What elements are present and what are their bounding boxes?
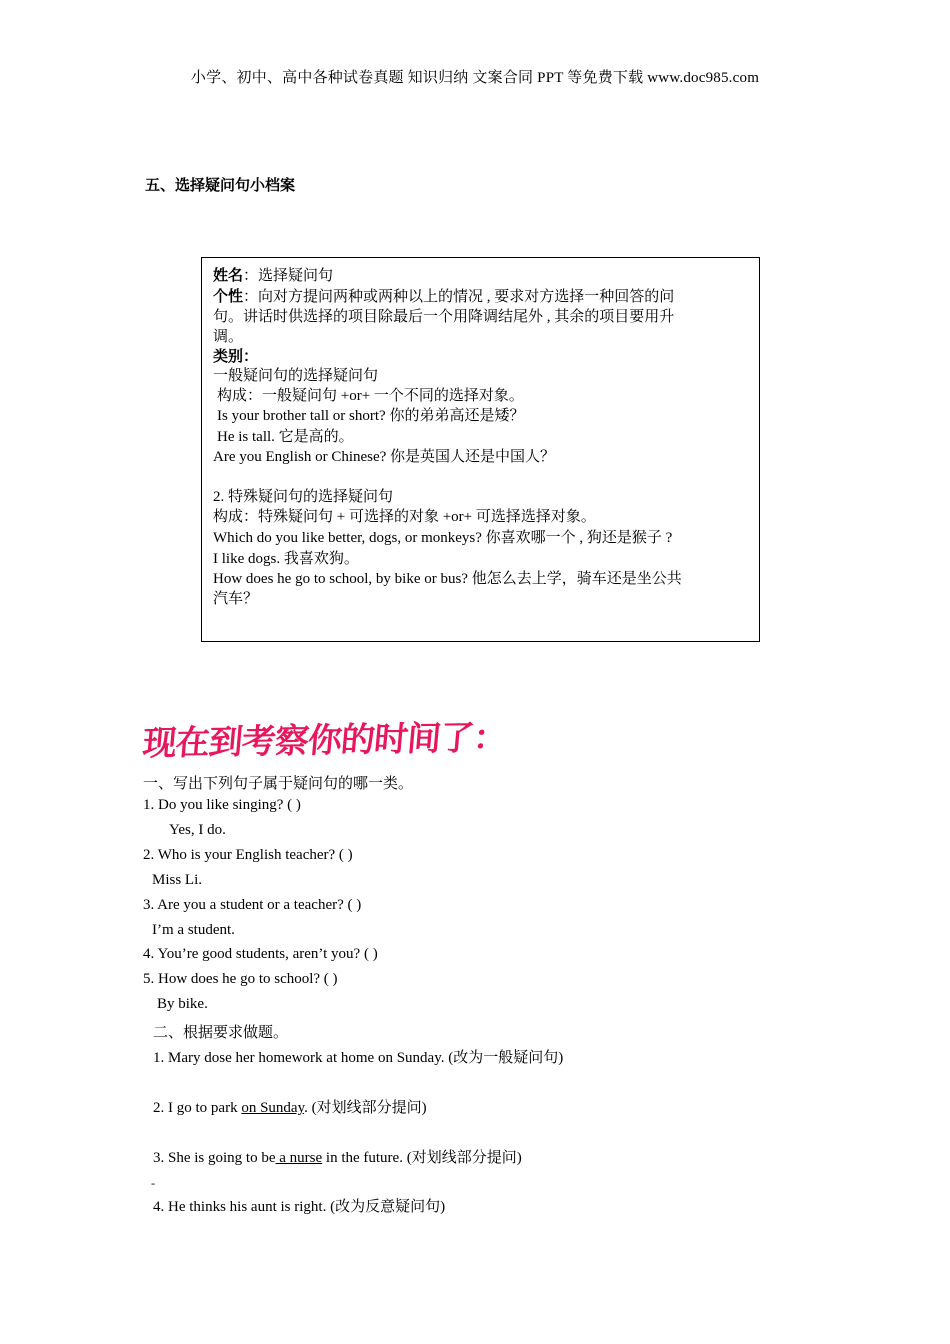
q2-prefix: 2. I go to park: [153, 1100, 242, 1116]
category-1-example-1: Is your brother tall or short? 你的弟弟高还是矮？: [217, 408, 525, 424]
section-title: 五、选择疑问句小档案: [145, 178, 296, 194]
q2-underlined: on Sunday: [241, 1100, 305, 1116]
exercise-2-title: 二、根据要求做题。: [153, 1025, 289, 1041]
category-1-example-3: Are you English or Chinese? 你是英国人还是中国人？: [213, 449, 556, 465]
profile-personality-line: [213, 285, 674, 306]
profile-box: [201, 257, 760, 642]
q2-suffix: . (对划线部分提问): [304, 1100, 427, 1116]
category-1-example-2: He is tall. 它是高的。: [217, 429, 354, 445]
personality-text-1: ：向对方提问两种或两种以上的情况 , 要求对方选择一种回答的问: [243, 289, 675, 305]
exercise-1-question-5: 5. How does he go to school? ( ): [143, 971, 338, 987]
category-2-example-3-line-1: How does he go to school, by bike or bus? 他怎么去上学，骑车还是坐公共: [213, 571, 682, 587]
category-1-structure: 构成：一般疑问句 +or+ 一个不同的选择对象。: [217, 388, 524, 404]
exercise-1-answer-3: I’m a student.: [152, 922, 235, 938]
exercise-2-question-1: 1. Mary dose her homework at home on Sunday. (改为一般疑问句): [153, 1050, 564, 1066]
exercise-1-question-2: 2. Who is your English teacher? ( ): [143, 847, 353, 863]
quiz-banner: 现在到考察你的时间了：: [140, 717, 509, 764]
stray-dash: -: [151, 1176, 155, 1190]
q3-underlined: a nurse: [275, 1150, 323, 1166]
personality-label: 个性: [213, 289, 244, 305]
exercise-2-question-4: 4. He thinks his aunt is right. (改为反意疑问句): [153, 1199, 446, 1215]
category-2-example-3-line-2: 汽车？: [213, 591, 259, 607]
category-2-structure: 构成：特殊疑问句 + 可选择的对象 +or+ 可选择选择对象。: [213, 509, 596, 525]
name-label: 姓名: [213, 268, 244, 284]
category-1-title: 一般疑问句的选择疑问句: [213, 368, 379, 384]
q3-prefix: 3. She is going to be: [153, 1150, 276, 1166]
exercise-2-question-2: [153, 1096, 427, 1117]
exercise-1-answer-5: By bike.: [157, 996, 208, 1012]
personality-text-3: 调。: [213, 329, 244, 345]
exercise-1-title: 一、写出下列句子属于疑问句的哪一类。: [143, 776, 414, 792]
category-2-example-1: Which do you like better, dogs, or monkeys? 你喜欢哪一个 , 狗还是猴子 ?: [213, 530, 673, 546]
exercise-1-question-4: 4. You’re good students, aren’t you? ( ): [143, 946, 378, 962]
name-value: ：选择疑问句: [243, 268, 334, 284]
category-label: 类别：: [213, 349, 259, 365]
exercise-1-answer-2: Miss Li.: [152, 872, 203, 888]
category-2-example-2: I like dogs. 我喜欢狗。: [213, 551, 359, 567]
exercise-1-question-1: 1. Do you like singing? ( ): [143, 797, 301, 813]
page-header: 小学、初中、高中各种试卷真题 知识归纳 文案合同 PPT 等免费下载 www.doc985.com: [190, 70, 760, 86]
profile-name-line: [213, 264, 333, 285]
exercise-1-question-3: 3. Are you a student or a teacher? ( ): [143, 897, 362, 913]
category-2-title: 2. 特殊疑问句的选择疑问句: [213, 489, 394, 505]
exercise-1-answer-1: Yes, I do.: [169, 822, 226, 838]
personality-text-2: 句。讲话时供选择的项目除最后一个用降调结尾外 , 其余的项目要用升: [213, 309, 675, 325]
exercise-2-question-3: [153, 1146, 522, 1167]
q3-suffix: in the future. (对划线部分提问): [322, 1150, 522, 1166]
